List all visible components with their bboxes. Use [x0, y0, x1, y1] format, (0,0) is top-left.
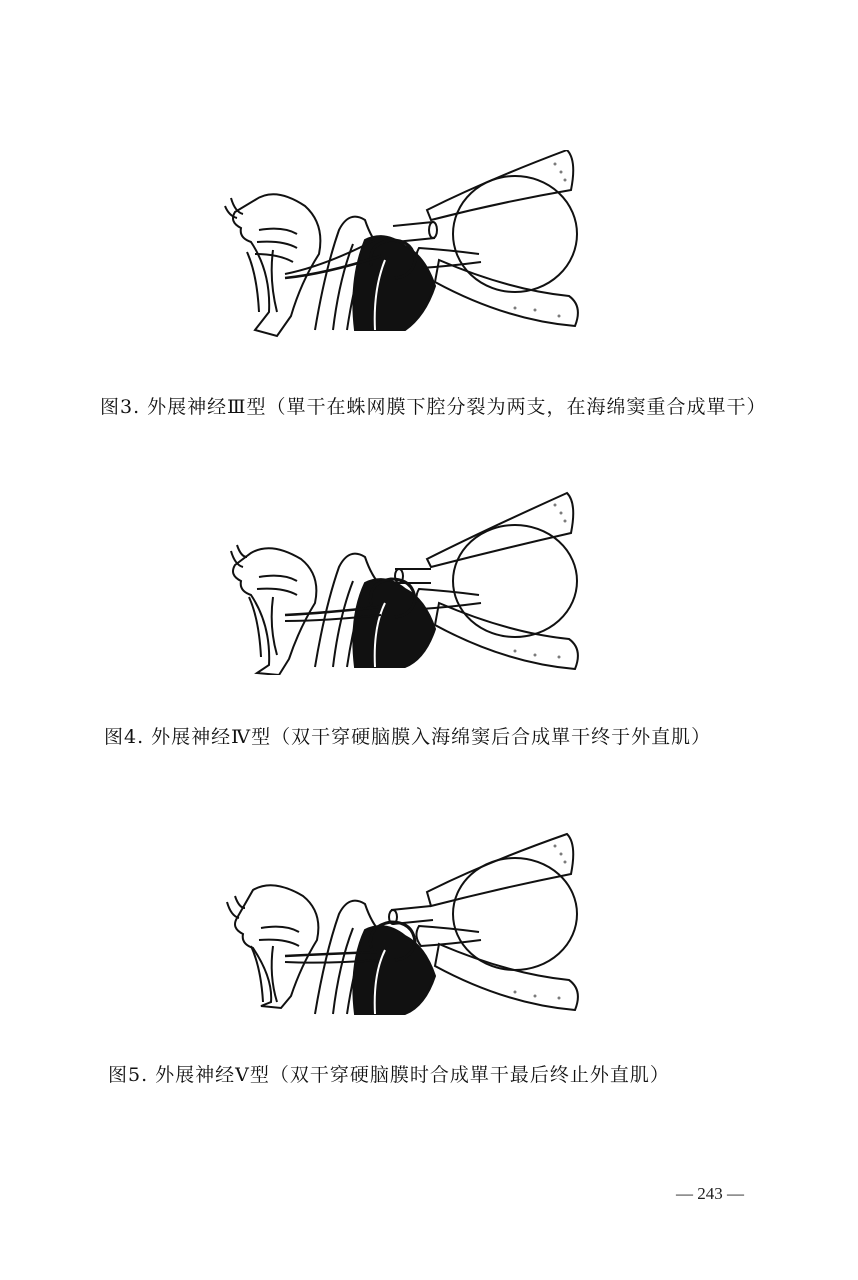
brainstem-outline [233, 548, 316, 675]
figure-5-illustration [215, 832, 585, 1022]
page-number: — 243 — [676, 1184, 744, 1203]
figure-4-caption: 图4. 外展神经Ⅳ型（双干穿硬脑膜入海绵窦后合成單干终于外直肌） [104, 726, 712, 748]
figure-3-illustration [215, 150, 585, 345]
figure-5-caption: 图5. 外展神经Ⅴ型（双干穿硬脑膜时合成單干最后终止外直肌） [108, 1064, 670, 1086]
brainstem-outline [235, 885, 318, 1008]
figure-4-illustration [215, 485, 585, 675]
brainstem-outline [233, 194, 320, 336]
figure-3-caption: 图3. 外展神经Ⅲ型（單干在蛛网膜下腔分裂为两支，在海绵窦重合成單干） [100, 396, 767, 418]
